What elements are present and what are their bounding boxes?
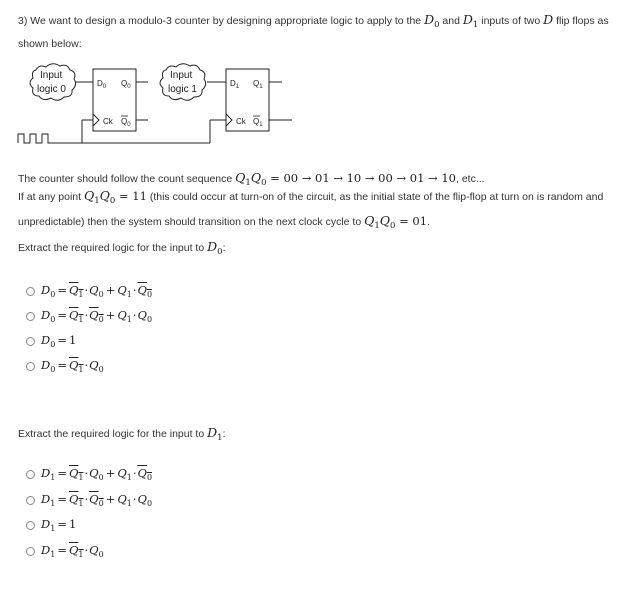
radio-button[interactable]: [26, 547, 35, 556]
part1-option-1[interactable]: $D_0 = Q_1\cdot Q_0 + Q_1\cdot Q_0$: [26, 282, 152, 300]
var-d1: $D_1$: [462, 12, 479, 30]
part2-option-2[interactable]: $D_1 = Q_1\cdot Q_0 + Q_1\cdot Q_0$: [26, 491, 152, 509]
condition-text: If at any point $Q_1Q_0 = 11$ (this could occur at turn-on of the circuit, as the initial state of the flip-flop at turn on is random and unpredictable) then the system should transition on the next clock cycle to $Q_1Q_0 = 01$.: [18, 188, 604, 231]
part2-option-1[interactable]: $D_1 = Q_1\cdot Q_0 + Q_1\cdot Q_0$: [26, 465, 152, 483]
radio-button[interactable]: [26, 496, 35, 505]
question-intro: 3) We want to design a modulo-3 counter by designing appropriate logic to apply to the $D_0$ and $D_1$ inputs of two D flip flops as shown below:: [18, 12, 609, 50]
radio-button[interactable]: [26, 312, 35, 321]
radio-button[interactable]: [26, 521, 35, 530]
radio-button[interactable]: [26, 470, 35, 479]
part1-option-3[interactable]: $D_0 = 1$: [26, 332, 76, 350]
var-d: D: [543, 12, 554, 27]
svg-text:Input: Input: [40, 70, 63, 81]
var-d0: $D_0$: [424, 12, 440, 30]
svg-text:logic 0: logic 0: [37, 84, 66, 95]
svg-text:Q1: $Q_1$: [253, 117, 263, 128]
svg-text:D1: $D_1$: [230, 79, 240, 90]
radio-button[interactable]: [26, 287, 35, 296]
svg-text:Input: Input: [170, 70, 193, 81]
part1-option-4[interactable]: $D_0 = Q_1\cdot Q_0$: [26, 357, 104, 375]
svg-text:Q0: $Q_0$: [121, 117, 131, 128]
part2-option-3[interactable]: $D_1 = 1$: [26, 516, 76, 534]
radio-button[interactable]: [26, 337, 35, 346]
circuit-diagram: [0, 0, 636, 160]
svg-text:Ck: Ck: [103, 117, 113, 126]
count-sequence: The counter should follow the count sequence $Q_1Q_0 = 00 \to 01 \to 10 \to 00 \to 01 \to 10$, etc...: [18, 170, 485, 188]
svg-text:Q0: $Q_0$: [121, 79, 131, 90]
radio-button[interactable]: [26, 362, 35, 371]
part1-option-2[interactable]: $D_0 = Q_1\cdot Q_0 + Q_1\cdot Q_0$: [26, 307, 152, 325]
part2-prompt: Extract the required logic for the input to $D_1$:: [18, 425, 226, 443]
clock-waveform: [18, 134, 54, 143]
part1-prompt: Extract the required logic for the input to $D_0$:: [18, 239, 226, 257]
svg-text:Ck: Ck: [236, 117, 246, 126]
part2-option-4[interactable]: $D_1 = Q_1\cdot Q_0$: [26, 542, 104, 560]
svg-text:D0: $D_0$: [97, 79, 107, 90]
svg-text:Q1: $Q_1$: [253, 79, 263, 90]
svg-text:logic 1: logic 1: [168, 84, 197, 95]
